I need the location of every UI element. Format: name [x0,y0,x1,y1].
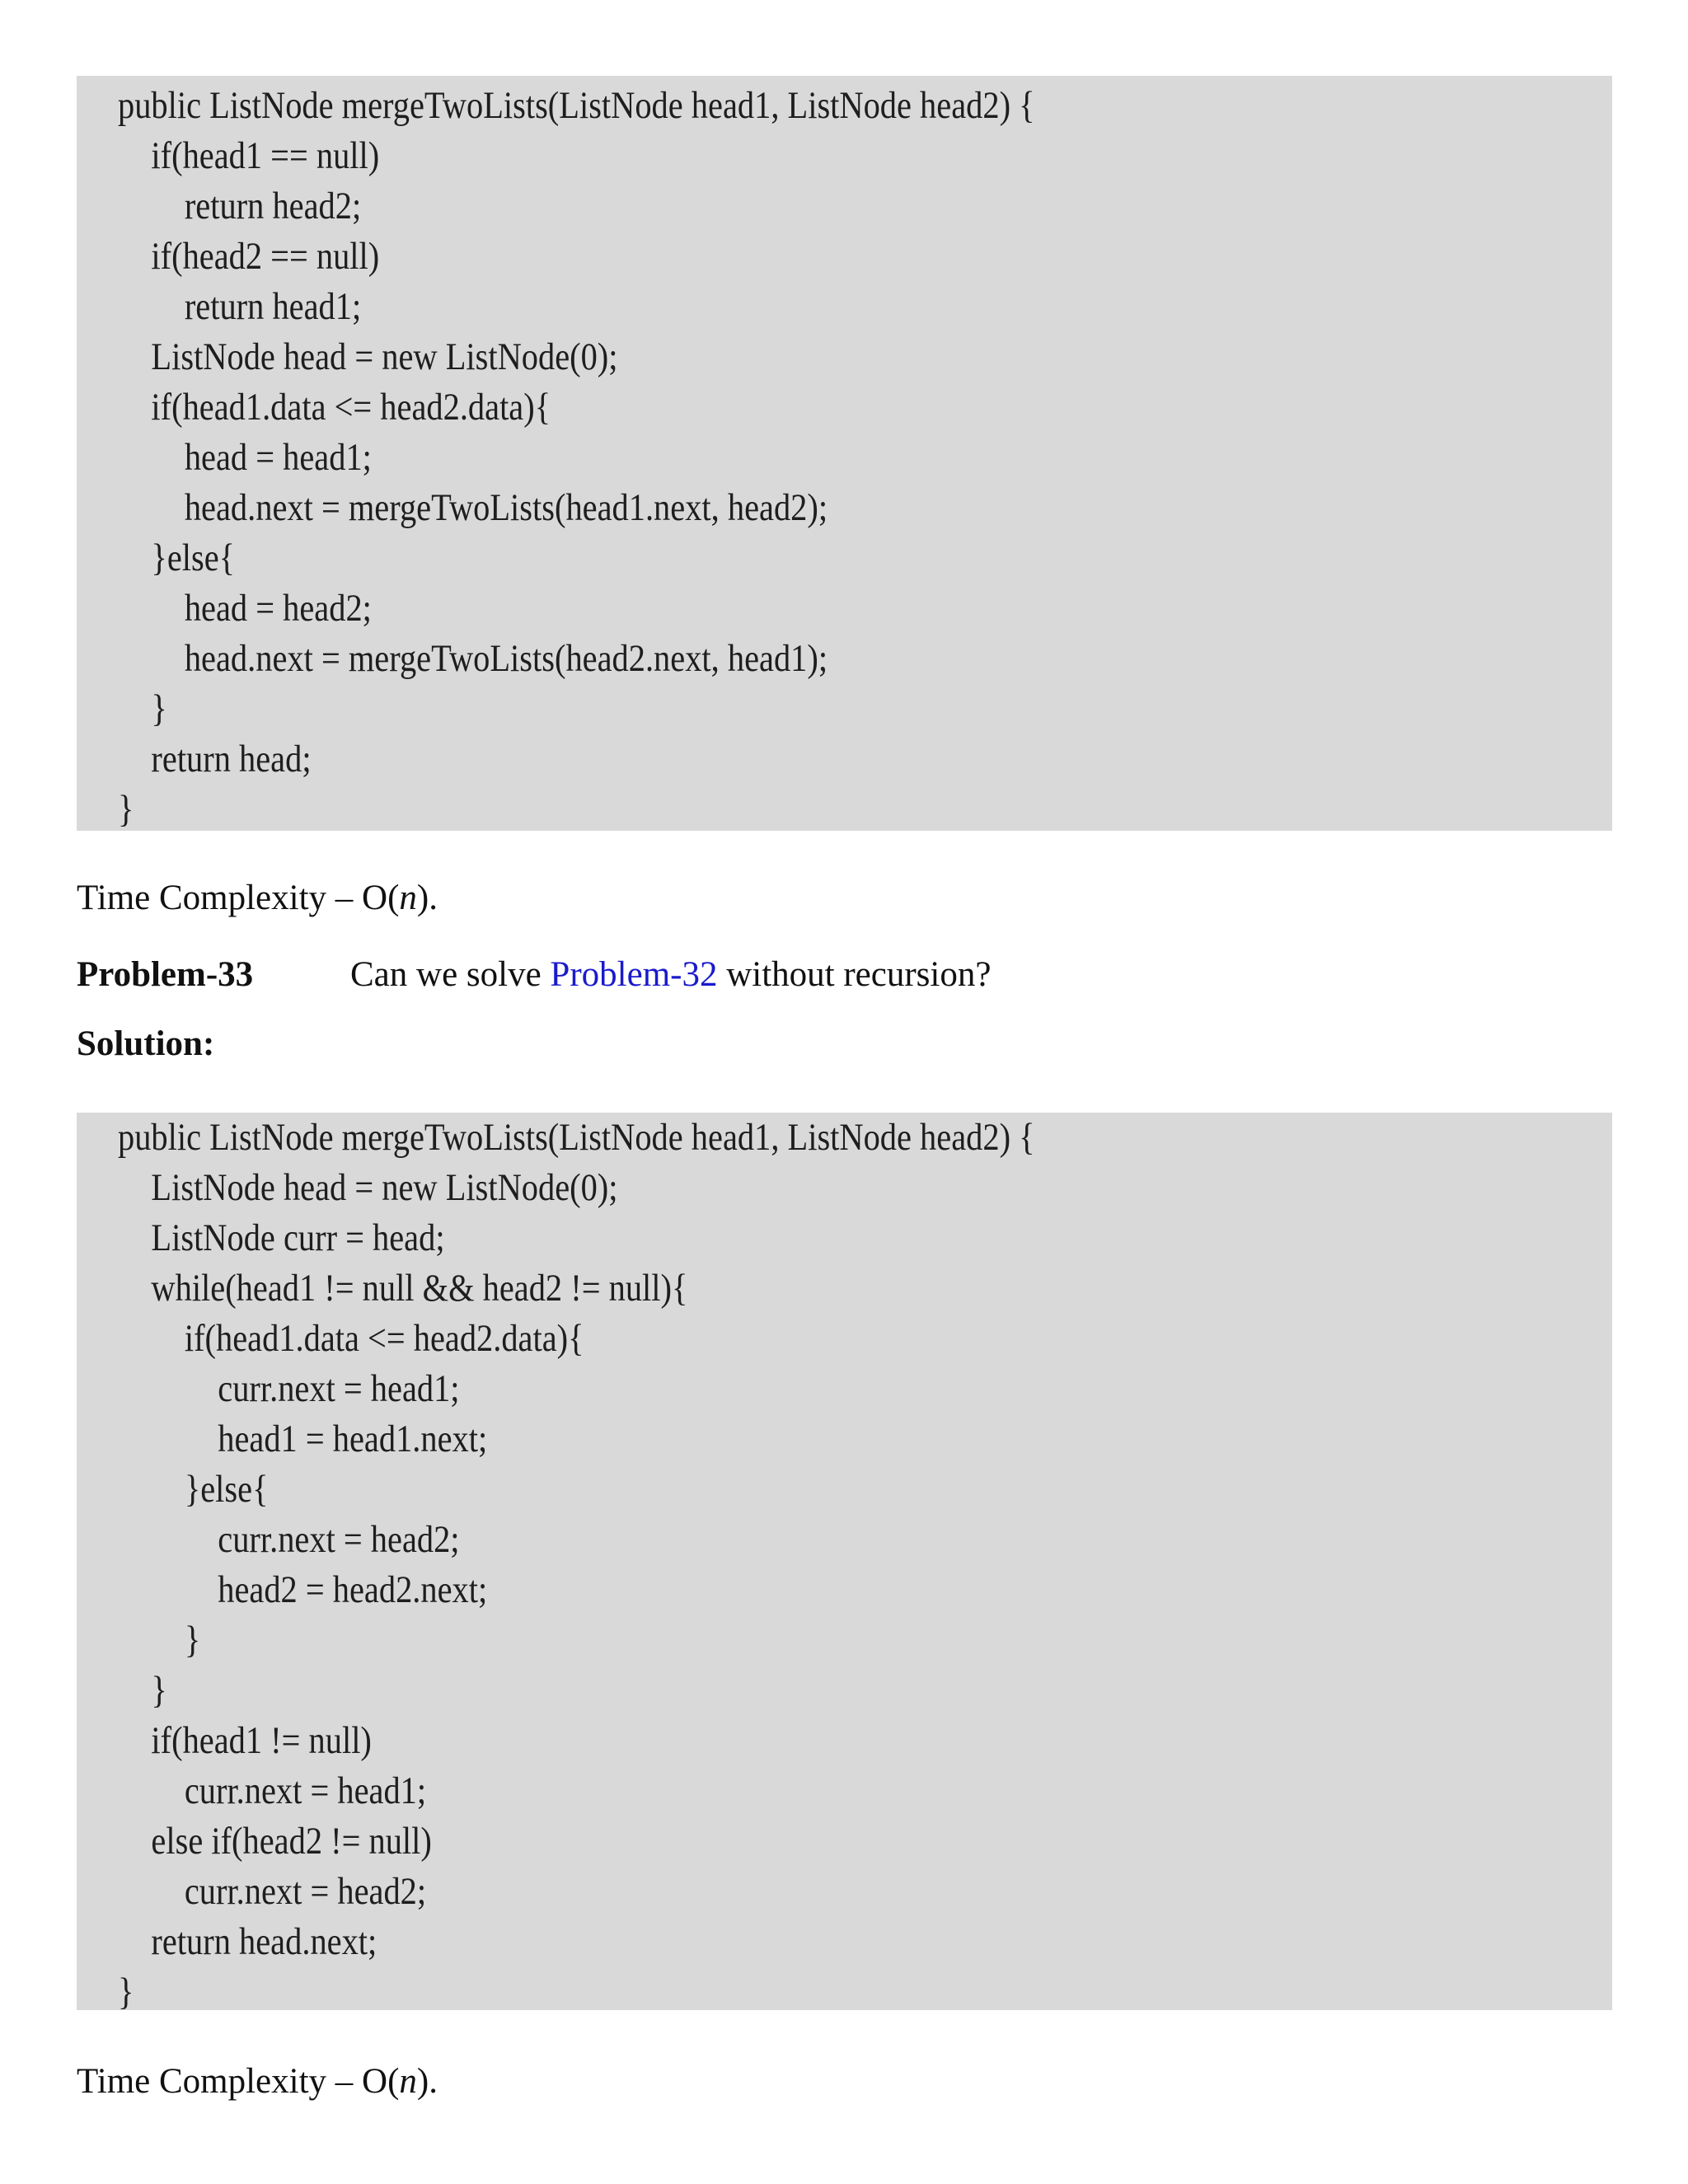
code-line: } [118,1619,201,1661]
code-block-iterative [77,1113,1612,2013]
code-line: ListNode head = new ListNode(0); [118,1166,618,1209]
code-line: } [118,1669,167,1712]
time-complexity-prefix: Time Complexity – O( [77,879,400,917]
code-line: return head1; [118,285,362,328]
problem-label: Problem-33 [77,955,254,994]
code-line: while(head1 != null && head2 != null){ [118,1267,688,1310]
code-line: }else{ [118,537,236,579]
code-line: head = head1; [118,436,372,479]
problem-text-before: Can we solve [350,955,551,994]
problem-text-after: without recursion? [717,955,992,994]
code-line: curr.next = head1; [118,1769,427,1812]
code-line: if(head1 != null) [118,1719,372,1762]
code-line: head = head2; [118,587,372,630]
problem-reference-link[interactable]: Problem-32 [550,955,718,994]
code-line: if(head1.data <= head2.data){ [118,1317,584,1360]
code-line: if(head2 == null) [118,235,380,278]
code-line: else if(head2 != null) [118,1820,432,1863]
code-line: }else{ [118,1468,269,1511]
code-line: head1 = head1.next; [118,1418,488,1460]
code-line: ListNode curr = head; [118,1216,445,1259]
code-line: curr.next = head1; [118,1367,460,1410]
code-line: } [118,788,134,831]
time-complexity-variable: n [399,879,417,917]
code-line: ListNode head = new ListNode(0); [118,335,618,378]
code-line: public ListNode mergeTwoLists(ListNode head1, ListNode head2) { [118,1116,1035,1159]
time-complexity-variable: n [399,2062,417,2101]
time-complexity-suffix: ). [416,879,438,917]
code-line: head2 = head2.next; [118,1568,488,1611]
time-complexity-text [77,2060,438,2103]
solution-heading: Solution: [77,1024,215,1063]
time-complexity-suffix: ). [416,2062,438,2101]
code-line: return head.next; [118,1920,377,1963]
problem-statement [77,954,1610,996]
code-line: public ListNode mergeTwoLists(ListNode head1, ListNode head2) { [118,84,1035,127]
code-line: if(head1.data <= head2.data){ [118,386,551,429]
code-line: head.next = mergeTwoLists(head1.next, head2); [118,486,828,529]
time-complexity-text [77,877,438,920]
code-line: head.next = mergeTwoLists(head2.next, head1); [118,637,828,680]
code-line: } [118,1971,134,2013]
code-line: if(head1 == null) [118,134,380,177]
code-block-recursive [77,76,1612,831]
code-line: return head2; [118,185,362,227]
time-complexity-prefix: Time Complexity – O( [77,2062,400,2101]
code-line: } [118,687,167,730]
code-line: curr.next = head2; [118,1870,427,1913]
code-line: return head; [118,738,312,780]
code-line: curr.next = head2; [118,1518,460,1561]
